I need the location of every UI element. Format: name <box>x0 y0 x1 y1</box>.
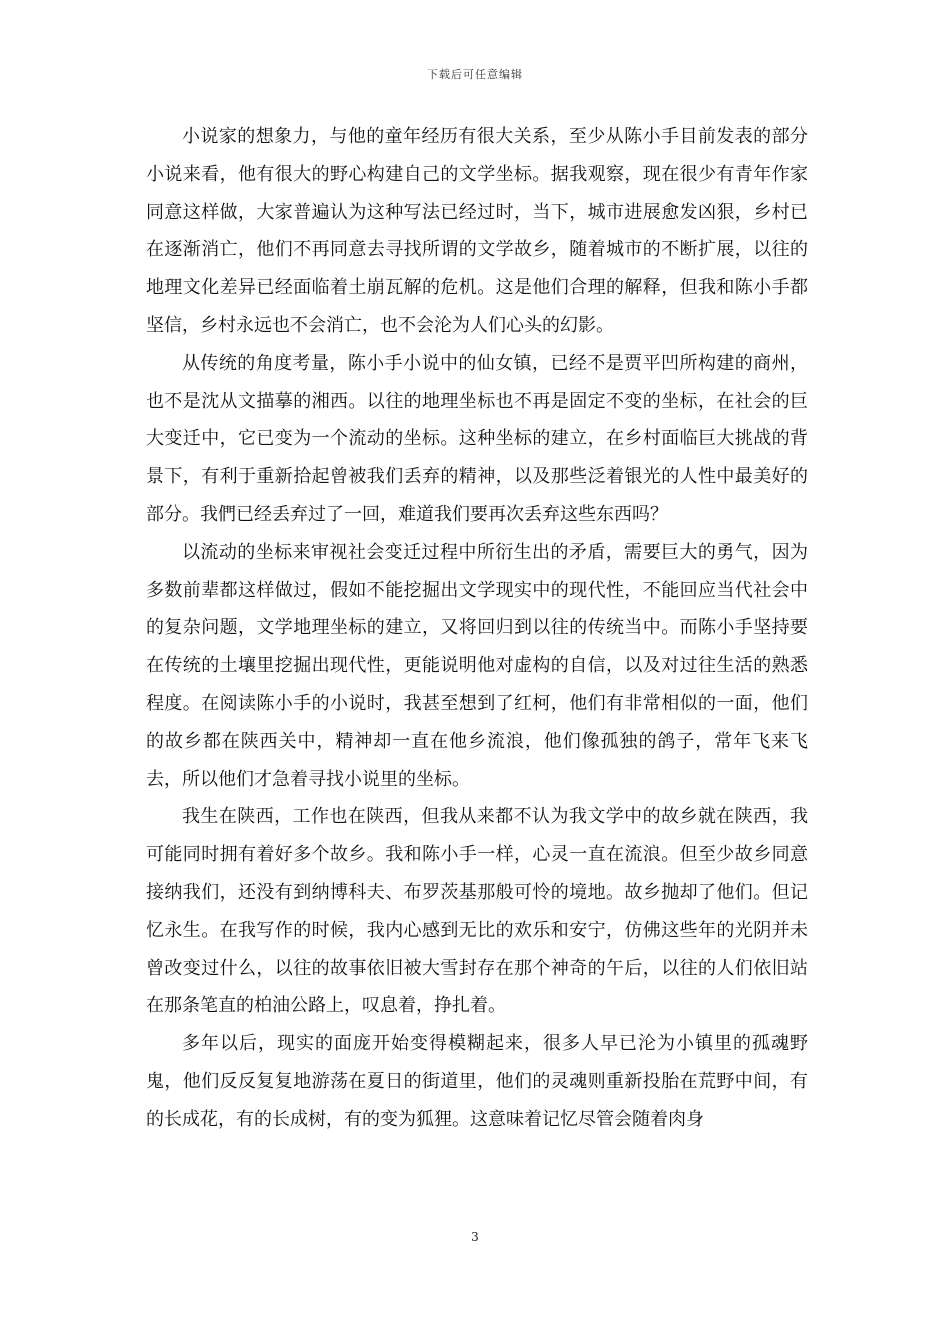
paragraph-5: 多年以后，现实的面庞开始变得模糊起来，很多人早已沦为小镇里的孤魂野鬼，他们反反复复地游荡在夏日的街道里，他们的灵魂则重新投胎在荒野中间，有的长成花，有的长成树，有的变为狐狸。这意味着记忆尽管会随着肉身 <box>146 1033 808 1130</box>
page-header: 下载后可任意编辑 <box>427 68 523 81</box>
paragraph-1: 小说家的想象力，与他的童年经历有很大关系，至少从陈小手目前发表的部分小说来看，他有很大的野心构建自己的文学坐标。据我观察，现在很少有青年作家同意这样做，大家普遍认为这种写法已经过时，当下，城市进展愈发凶狠，乡村已在逐渐消亡，他们不再同意去寻找所谓的文学故乡，随着城市的不断扩展，以往的地理文化差异已经面临着土崩瓦解的危机。这是他们合理的解释，但我和陈小手都坚信，乡村永远也不会消亡，也不会沦为人们心头的幻影。 <box>146 126 808 336</box>
paragraph-3: 以流动的坐标来审视社会变迁过程中所衍生出的矛盾，需要巨大的勇气，因为多数前辈都这样做过，假如不能挖掘出文学现实中的现代性，不能回应当代社会中的复杂问题，文学地理坐标的建立，又将回归到以往的传统当中。而陈小手坚持要在传统的土壤里挖掘出现代性，更能说明他对虚构的自信，以及对过往生活的熟悉程度。在阅读陈小手的小说时，我甚至想到了红柯，他们有非常相似的一面，他们的故乡都在陕西关中，精神却一直在他乡流浪，他们像孤独的鸽子，常年飞来飞去，所以他们才急着寻找小说里的坐标。 <box>146 541 808 790</box>
page-number: 3 <box>471 1230 479 1244</box>
paragraph-4: 我生在陕西，工作也在陕西，但我从来都不认为我文学中的故乡就在陕西，我可能同时拥有着好多个故乡。我和陈小手一样，心灵一直在流浪。但至少故乡同意接纳我们，还没有到纳博科夫、布罗茨基那般可怜的境地。故乡抛却了他们。但记忆永生。在我写作的时候，我内心感到无比的欢乐和安宁，仿佛这些年的光阴并未曾改变过什么，以往的故事依旧被大雪封存在那个神奇的午后，以往的人们依旧站在那条笔直的柏油公路上，叹息着，挣扎着。 <box>146 806 808 1017</box>
paragraph-2: 从传统的角度考量，陈小手小说中的仙女镇，已经不是贾平凹所构建的商州，也不是沈从文描摹的湘西。以往的地理坐标也不再是固定不变的坐标，在社会的巨大变迁中，它已变为一个流动的坐标。这种坐标的建立，在乡村面临巨大挑战的背景下，有利于重新拾起曾被我们丢弃的精神，以及那些泛着银光的人性中最美好的部分。我們已经丢弃过了一回，难道我们要再次丢弃这些东西吗？ <box>146 352 808 525</box>
article-body <box>146 118 808 1139</box>
